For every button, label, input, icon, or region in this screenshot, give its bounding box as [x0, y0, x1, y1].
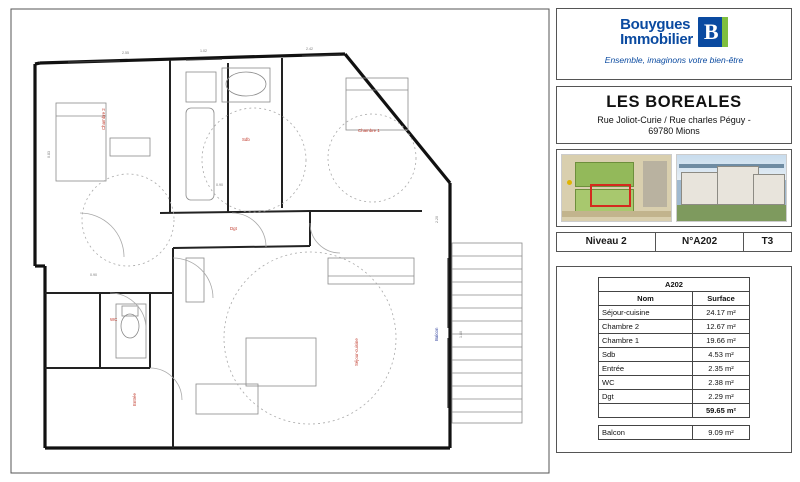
total-label: [599, 403, 693, 417]
logo-tagline: Ensemble, imaginons votre bien-être: [604, 54, 744, 65]
table-row: [599, 333, 750, 347]
room-label-dgt: Dgt: [230, 226, 237, 231]
building-photo: [676, 154, 787, 222]
site-road: [562, 211, 671, 217]
table-row: [599, 425, 750, 439]
room-label-chambre-2: Chambre 2: [101, 108, 106, 130]
dimension-label: 1.80: [459, 331, 463, 338]
bouygues-b-icon: [698, 17, 728, 47]
table-row: [599, 347, 750, 361]
row-surface: 2.35 m²: [693, 361, 750, 375]
dimension-label: 2.55: [122, 51, 129, 55]
info-column: [556, 8, 792, 453]
lot-number: N°A202: [656, 233, 744, 251]
annex-surfaces-table: [598, 425, 750, 440]
photo-building-left: [681, 172, 720, 206]
level-value: Niveau 2: [557, 233, 656, 251]
program-address-line-1: Rue Joliot-Curie / Rue charles Péguy -: [597, 115, 751, 125]
apartment-type: T3: [761, 236, 774, 247]
logo-green-stripe: [722, 17, 728, 47]
row-name: Chambre 1: [599, 333, 693, 347]
dimension-label: 0.90: [90, 273, 97, 277]
row-name: WC: [599, 375, 693, 389]
row-surface: 2.38 m²: [693, 375, 750, 389]
dimension-label: 0.90: [216, 183, 223, 187]
row-surface: 12.67 m²: [693, 319, 750, 333]
surfaces-lot-label: A202: [599, 277, 750, 291]
room-label-balcon: Balcon: [434, 327, 439, 341]
table-row: [599, 375, 750, 389]
room-label-entree: Entrée: [132, 393, 137, 406]
site-adjacent-area: [643, 161, 667, 207]
room-label-wc: WC: [110, 317, 118, 322]
program-address-line-2: 69780 Mions: [648, 126, 700, 137]
row-name: Sdb: [599, 347, 693, 361]
program-name: LES BOREALES: [606, 93, 742, 111]
table-row: [599, 361, 750, 375]
total-surface: 59.65 m²: [693, 403, 750, 417]
site-highlight-marker: [590, 184, 631, 208]
table-spacer: [565, 418, 783, 425]
row-name: Balcon: [599, 425, 693, 439]
developer-logo-panel: [556, 8, 792, 80]
site-marker-dot: [567, 180, 572, 185]
photos-panel: [556, 149, 792, 227]
row-name: Dgt: [599, 389, 693, 403]
row-surface: 2.29 m²: [693, 389, 750, 403]
surfaces-col-surface: Surface: [693, 291, 750, 305]
surfaces-table: [598, 277, 750, 418]
level-bar: [556, 232, 792, 252]
dimension-label: 2.42: [306, 47, 313, 51]
row-name: Séjour-cuisine: [599, 305, 693, 319]
row-surface: 24.17 m²: [693, 305, 750, 319]
table-row: [599, 305, 750, 319]
row-name: Chambre 2: [599, 319, 693, 333]
surfaces-col-name: Nom: [599, 291, 693, 305]
room-label-chambre-1: Chambre 1: [358, 128, 380, 133]
dimension-label: 0.83: [47, 151, 51, 158]
room-label-sejour-cuisine: Séjour-cuisine: [354, 338, 359, 366]
dimension-label: 1.02: [200, 49, 207, 53]
logo-line-1: Bouygues: [620, 16, 691, 33]
program-title-panel: [556, 86, 792, 144]
logo-mark-letter: B: [703, 19, 719, 45]
row-name: Entrée: [599, 361, 693, 375]
site-plan-photo: [561, 154, 672, 222]
row-surface: 19.66 m²: [693, 333, 750, 347]
photo-building-right: [753, 174, 784, 205]
room-label-sdb: Sdb: [242, 137, 250, 142]
table-row: [599, 319, 750, 333]
floor-plan-drawing: [10, 8, 550, 474]
dimension-label: 2.20: [435, 216, 439, 223]
photo-ground: [677, 205, 786, 221]
logo-line-2: Immobilier: [620, 31, 693, 49]
table-row-total: [599, 403, 750, 417]
row-surface: 9.09 m²: [693, 425, 750, 439]
table-row: [599, 389, 750, 403]
surfaces-panel: [556, 266, 792, 453]
row-surface: 4.53 m²: [693, 347, 750, 361]
